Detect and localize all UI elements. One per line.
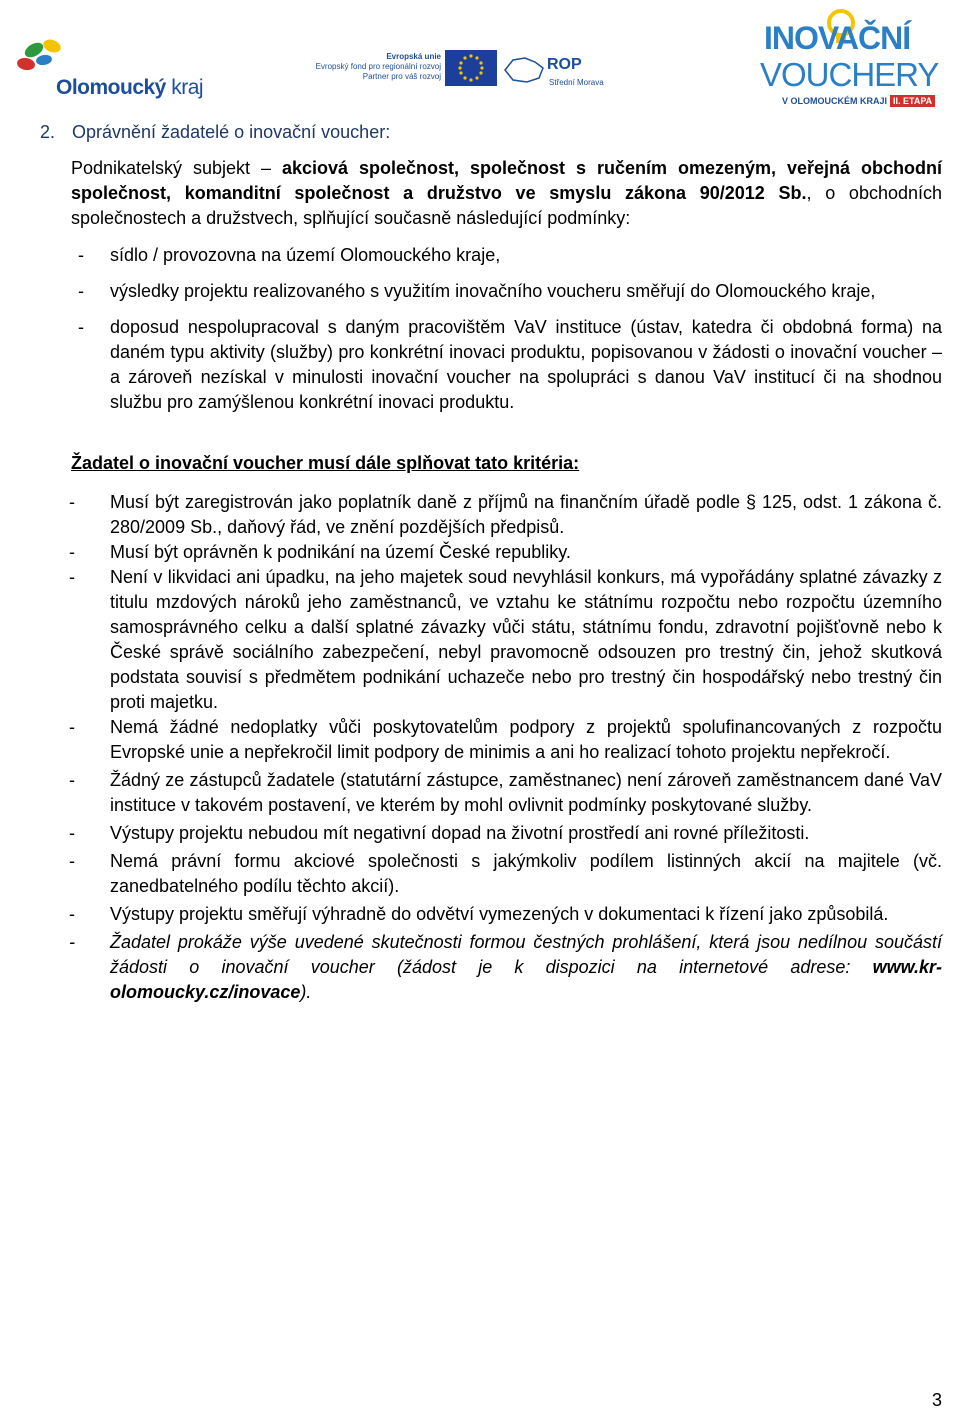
iv-subtitle [782, 95, 935, 107]
list-item: - sídlo / provozovna na území Olomouckého kraje, [78, 245, 501, 265]
czech-map-icon [501, 52, 547, 88]
final-post: ). [300, 982, 312, 1002]
inovacni-vouchery-logo [756, 8, 956, 112]
eu-text [305, 52, 441, 82]
list-item: - výsledky projektu realizovaného s využitím inovačního voucheru směřují do Olomouckého kraje, [78, 281, 876, 301]
iv-title-line2: VOUCHERY [760, 56, 939, 93]
list-item: - Musí být zaregistrován jako poplatník daně z příjmů na finančním úřadě podle § 125, odst. 1 zákona č. 280/2009 Sb., daňový řád, ve znění pozdějších předpisů. [69, 492, 942, 537]
iv-title-line1: INOVAČNÍ [764, 20, 911, 56]
criterion-text: Žádný ze zástupců žadatele (statutární zástupce, zaměstnanec) není zároveň zaměstnancem dané VaV instituce v takovém postavení, ve kterém by mohl ovlivnit podmínky poskytované služby. [110, 770, 942, 815]
criteria-list [40, 490, 942, 1005]
intro-post: , o obchodních společnostech a družstvech, splňující současně následující podmínky: [71, 183, 943, 228]
eu-rop-logo [305, 48, 605, 96]
criterion-text: Nemá žádné nedoplatky vůči poskytovatelům podpory z projektů spolufinancovaných z rozpočtu Evropské unie a nepřekročil limit podpory de minimis a ani ho realizací tohoto projektu nepřekročí. [110, 717, 942, 762]
list-item: - Žádný ze zástupců žadatele (statutární zástupce, zaměstnanec) není zároveň zaměstnancem dané VaV instituce v takovém postavení, ve kterém by mohl ovlivnit podmínky poskytované služby. [69, 770, 942, 815]
rop-label: ROP [547, 56, 582, 73]
olomoucky-kraj-word: kraj [171, 76, 204, 99]
list-item: - Není v likvidaci ani úpadku, na jeho majetek soud nevyhlásil konkurs, má vypořádány splatné závazky z titulu mzdových nároků jeho zaměstnanců, ve vztahu ke státnímu rozpočtu nebo rozpočtu územního samosprávného celku a další splatné závazky vůči státu, státnímu fondu, zdravotní pojišťovně nebo k České správě sociálního zabezpečení, nebyl pravomocně odsouzen pro trestný čin, jehož skutková podstata souvisí s předmětem podnikání uchazeče nebo pro trestný čin hospodářský nebo trestný čin proti majetku. [69, 567, 942, 712]
conditions-list [40, 243, 942, 415]
eu-line1: Evropská unie [386, 52, 441, 61]
section-heading [40, 118, 942, 146]
criterion-text: Výstupy projektu nebudou mít negativní dopad na životní prostředí ani rovné příležitosti. [110, 823, 810, 843]
criterion-text: Výstupy projektu směřují výhradně do odvětví vymezených v dokumentaci k řízení jako způsobilá. [110, 904, 889, 924]
olomoucky-kraj-logo [14, 36, 214, 106]
criterion-text: Není v likvidaci ani úpadku, na jeho majetek soud nevyhlásil konkurs, má vypořádány splatné závazky z titulu mzdových nároků jeho zaměstnanců, ve vztahu ke státnímu rozpočtu nebo rozpočtu územního samosprávného celku a další splatné závazky vůči státu, státnímu fondu, zdravotní pojišťovně nebo k České správě sociálního zabezpečení, nebyl pravomocně odsouzen pro trestný čin, jehož skutková podstata souvisí s předmětem podnikání uchazeče nebo pro trestný čin hospodářský nebo trestný čin proti majetku. [110, 567, 942, 712]
olomoucky-brand: Olomoucký [56, 76, 166, 99]
page-header [0, 0, 960, 120]
condition-text: doposud nespolupracoval s daným pracovištěm VaV instituce (ústav, katedra či obdobná forma) na daném typu aktivity (služby) pro konkrétní inovaci produktu, popisovanou v žádosti o inovační voucher – a zároveň nezískal v minulosti inovační voucher na spolupráci s danou VaV institucí či na shodnou službu pro zamýšlenou konkrétní inovaci produktu. [110, 317, 942, 412]
intro-paragraph [71, 156, 942, 231]
list-item: - Nemá právní formu akciové společnosti s jakýmkoliv podílem listinných akcií na majitele (vč. zanedbatelného podílu těchto akcií). [69, 851, 942, 896]
list-item: - doposud nespolupracoval s daným pracovištěm VaV instituce (ústav, katedra či obdobná forma) na daném typu aktivity (služby) pro konkrétní inovaci produktu, popisovanou v žádosti o inovační voucher – a zároveň nezískal v minulosti inovační voucher na spolupráci s danou VaV institucí či na shodnou službu pro zamýšlenou konkrétní inovaci produktu. [78, 317, 942, 412]
iv-region: V OLOMOUCKÉM KRAJI [782, 96, 888, 106]
eu-flag-icon [445, 50, 497, 86]
section-title: Oprávnění žadatelé o inovační voucher: [72, 122, 391, 142]
document-body [40, 118, 942, 1005]
list-item: - Žadatel prokáže výše uvedené skutečnosti formou čestných prohlášení, která jsou nedílnou součástí žádosti o inovační voucher (žádost je k dispozici na internetové adrese: www.kr-olomoucky.cz/inovace). [69, 932, 942, 1002]
eu-line3: Partner pro váš rozvoj [362, 72, 441, 81]
condition-text: výsledky projektu realizovaného s využitím inovačního voucheru směřují do Olomouckého kraje, [110, 281, 876, 301]
page-number: 3 [931, 1390, 942, 1410]
iv-etapa-badge: II. ETAPA [890, 95, 935, 107]
criterion-text: Musí být zaregistrován jako poplatník daně z příjmů na finančním úřadě podle § 125, odst. 1 zákona č. 280/2009 Sb., daňový řád, ve znění pozdějších předpisů. [110, 492, 942, 537]
intro-bold: akciová společnost, společnost s ručením omezeným, veřejná obchodní společnost, komanditní společnost a družstvo ve smyslu zákona 90/2012 Sb. [71, 158, 942, 203]
section-number: 2. [40, 122, 56, 142]
final-statement [110, 932, 942, 1002]
criteria-heading: Žadatel o inovační voucher musí dále splňovat tato kritéria: [71, 453, 580, 473]
criterion-text: Musí být oprávněn k podnikání na území České republiky. [110, 542, 571, 562]
list-item: - Výstupy projektu nebudou mít negativní dopad na životní prostředí ani rovné příležitosti. [69, 823, 810, 843]
list-item: - Musí být oprávněn k podnikání na území České republiky. [69, 542, 571, 562]
eu-line2: Evropský fond pro regionální rozvoj [315, 62, 441, 71]
website-link[interactable]: www.kr-olomoucky.cz/inovace [110, 957, 942, 1002]
criterion-text: Nemá právní formu akciové společnosti s jakýmkoliv podílem listinných akcií na majitele (vč. zanedbatelného podílu těchto akcií). [110, 851, 942, 896]
rop-sublabel: Střední Morava [549, 78, 604, 87]
final-pre: Žadatel prokáže výše uvedené skutečnosti formou čestných prohlášení, která jsou nedílnou součástí žádosti o inovační voucher (žádost je k dispozici na internetové adrese: [110, 932, 942, 977]
condition-text: sídlo / provozovna na území Olomouckého kraje, [110, 245, 501, 265]
list-item: - Nemá žádné nedoplatky vůči poskytovatelům podpory z projektů spolufinancovaných z rozpočtu Evropské unie a nepřekročil limit podpory de minimis a ani ho realizací tohoto projektu nepřekročí. [69, 717, 942, 762]
intro-pre: Podnikatelský subjekt – [71, 158, 283, 178]
list-item: - Výstupy projektu směřují výhradně do odvětví vymezených v dokumentaci k řízení jako způsobilá. [69, 904, 889, 924]
